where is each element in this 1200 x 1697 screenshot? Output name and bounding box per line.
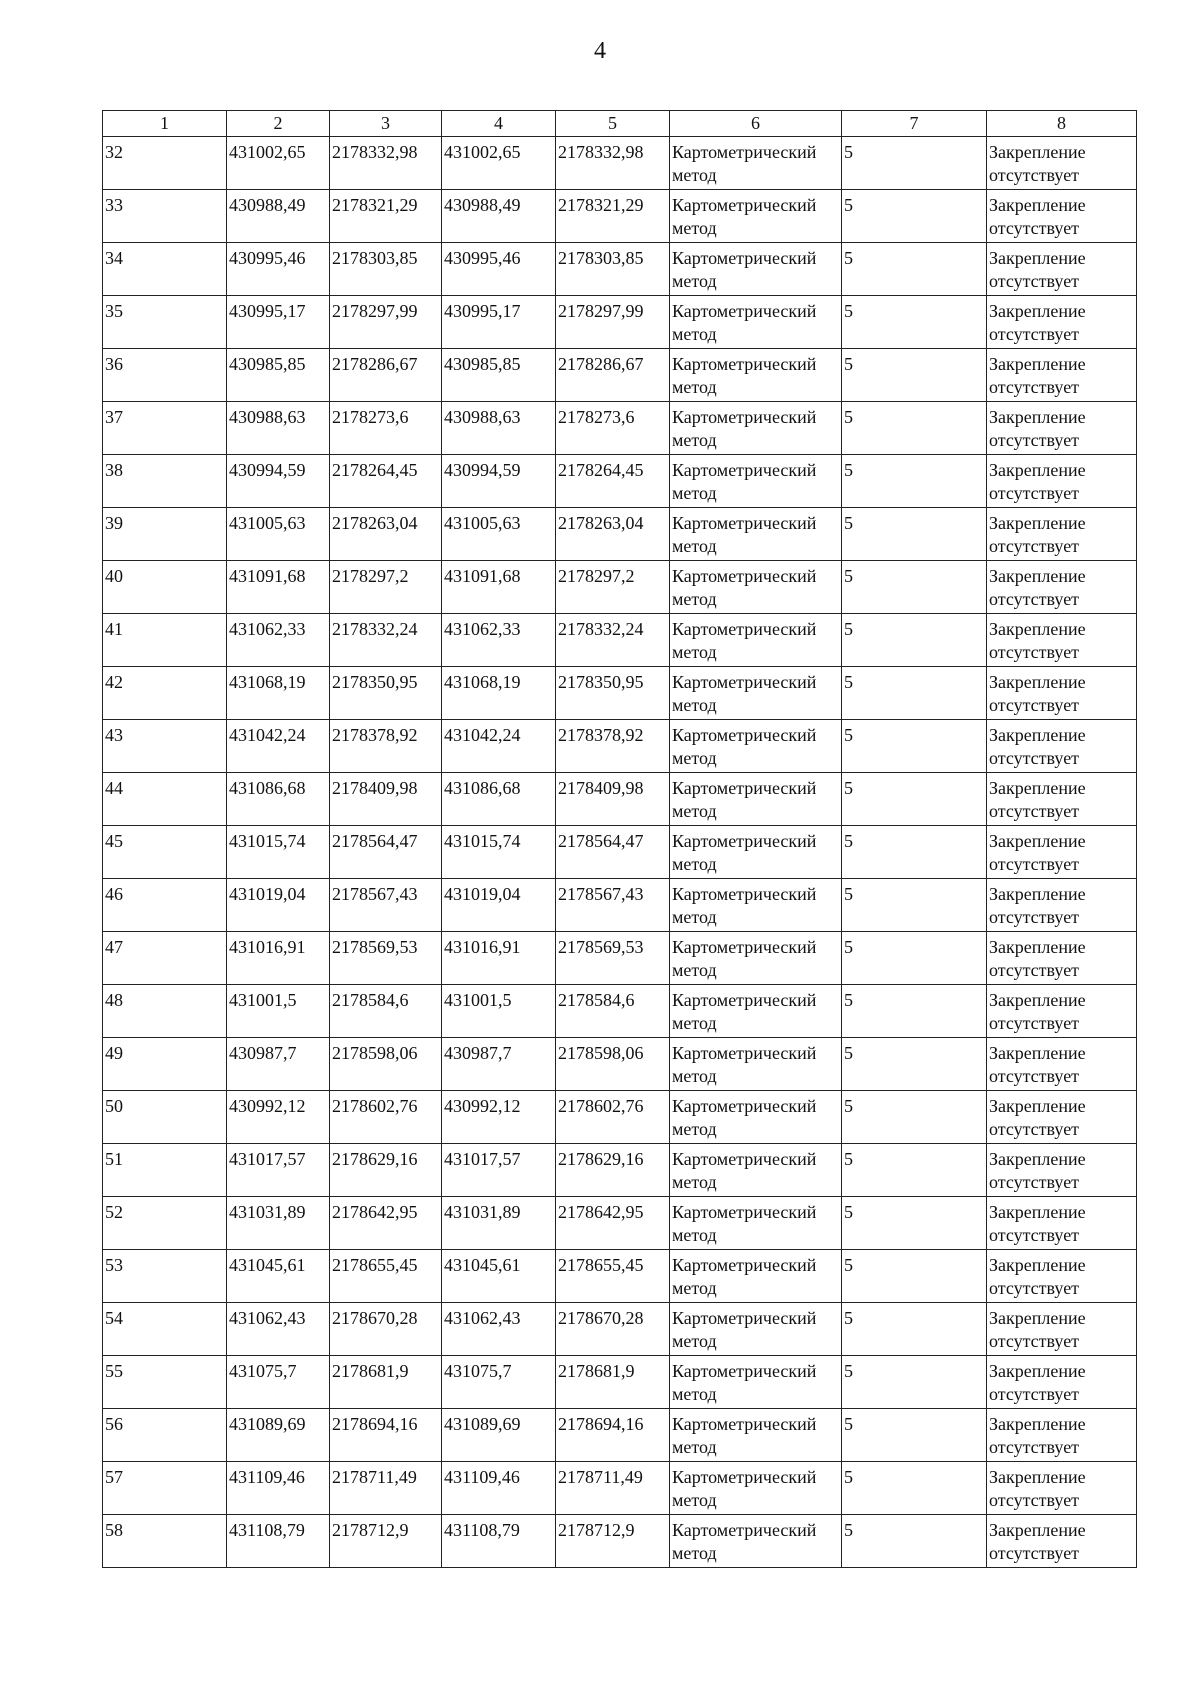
x-new-cell: 430985,85	[442, 349, 556, 402]
x-new-cell: 431089,69	[442, 1409, 556, 1462]
determination-method-cell: Картометрический метод	[670, 720, 842, 773]
y-existing-cell: 2178321,29	[330, 190, 442, 243]
accuracy-cell: 5	[842, 1250, 987, 1303]
x-new-cell: 430992,12	[442, 1091, 556, 1144]
table-row	[103, 932, 1137, 985]
fixing-description-cell: Закрепление отсутствует	[987, 932, 1137, 985]
accuracy-cell: 5	[842, 720, 987, 773]
x-new-cell: 430995,46	[442, 243, 556, 296]
x-existing-cell: 431017,57	[227, 1144, 330, 1197]
point-number-cell: 45	[103, 826, 227, 879]
x-existing-cell: 431002,65	[227, 137, 330, 190]
fixing-description-cell: Закрепление отсутствует	[987, 561, 1137, 614]
y-existing-cell: 2178297,2	[330, 561, 442, 614]
determination-method-cell: Картометрический метод	[670, 243, 842, 296]
column-header: 3	[330, 111, 442, 137]
x-existing-cell: 430988,49	[227, 190, 330, 243]
table-row	[103, 561, 1137, 614]
y-existing-cell: 2178409,98	[330, 773, 442, 826]
x-existing-cell: 431089,69	[227, 1409, 330, 1462]
table-row	[103, 1356, 1137, 1409]
accuracy-cell: 5	[842, 455, 987, 508]
x-new-cell: 431001,5	[442, 985, 556, 1038]
y-existing-cell: 2178694,16	[330, 1409, 442, 1462]
y-new-cell: 2178681,9	[556, 1356, 670, 1409]
determination-method-cell: Картометрический метод	[670, 879, 842, 932]
y-existing-cell: 2178642,95	[330, 1197, 442, 1250]
accuracy-cell: 5	[842, 1091, 987, 1144]
point-number-cell: 54	[103, 1303, 227, 1356]
y-existing-cell: 2178584,6	[330, 985, 442, 1038]
y-new-cell: 2178297,2	[556, 561, 670, 614]
y-new-cell: 2178264,45	[556, 455, 670, 508]
y-new-cell: 2178564,47	[556, 826, 670, 879]
accuracy-cell: 5	[842, 667, 987, 720]
x-existing-cell: 430988,63	[227, 402, 330, 455]
fixing-description-cell: Закрепление отсутствует	[987, 720, 1137, 773]
y-new-cell: 2178286,67	[556, 349, 670, 402]
x-new-cell: 431019,04	[442, 879, 556, 932]
determination-method-cell: Картометрический метод	[670, 349, 842, 402]
x-existing-cell: 431045,61	[227, 1250, 330, 1303]
y-existing-cell: 2178297,99	[330, 296, 442, 349]
table-row	[103, 1409, 1137, 1462]
accuracy-cell: 5	[842, 1409, 987, 1462]
x-existing-cell: 430995,46	[227, 243, 330, 296]
x-new-cell: 431062,43	[442, 1303, 556, 1356]
y-existing-cell: 2178350,95	[330, 667, 442, 720]
y-new-cell: 2178642,95	[556, 1197, 670, 1250]
point-number-cell: 48	[103, 985, 227, 1038]
determination-method-cell: Картометрический метод	[670, 826, 842, 879]
x-new-cell: 431062,33	[442, 614, 556, 667]
fixing-description-cell: Закрепление отсутствует	[987, 1197, 1137, 1250]
fixing-description-cell: Закрепление отсутствует	[987, 667, 1137, 720]
point-number-cell: 42	[103, 667, 227, 720]
x-existing-cell: 430994,59	[227, 455, 330, 508]
y-new-cell: 2178670,28	[556, 1303, 670, 1356]
x-new-cell: 431042,24	[442, 720, 556, 773]
y-new-cell: 2178321,29	[556, 190, 670, 243]
table-row	[103, 667, 1137, 720]
point-number-cell: 33	[103, 190, 227, 243]
point-number-cell: 58	[103, 1515, 227, 1568]
table-row	[103, 826, 1137, 879]
determination-method-cell: Картометрический метод	[670, 1356, 842, 1409]
point-number-cell: 56	[103, 1409, 227, 1462]
y-new-cell: 2178567,43	[556, 879, 670, 932]
x-new-cell: 430988,49	[442, 190, 556, 243]
determination-method-cell: Картометрический метод	[670, 667, 842, 720]
accuracy-cell: 5	[842, 932, 987, 985]
y-new-cell: 2178655,45	[556, 1250, 670, 1303]
y-new-cell: 2178303,85	[556, 243, 670, 296]
fixing-description-cell: Закрепление отсутствует	[987, 826, 1137, 879]
y-new-cell: 2178332,98	[556, 137, 670, 190]
y-existing-cell: 2178629,16	[330, 1144, 442, 1197]
determination-method-cell: Картометрический метод	[670, 190, 842, 243]
accuracy-cell: 5	[842, 1144, 987, 1197]
accuracy-cell: 5	[842, 879, 987, 932]
determination-method-cell: Картометрический метод	[670, 1144, 842, 1197]
y-existing-cell: 2178273,6	[330, 402, 442, 455]
y-existing-cell: 2178711,49	[330, 1462, 442, 1515]
determination-method-cell: Картометрический метод	[670, 1303, 842, 1356]
fixing-description-cell: Закрепление отсутствует	[987, 1462, 1137, 1515]
determination-method-cell: Картометрический метод	[670, 402, 842, 455]
fixing-description-cell: Закрепление отсутствует	[987, 1038, 1137, 1091]
y-existing-cell: 2178303,85	[330, 243, 442, 296]
accuracy-cell: 5	[842, 1197, 987, 1250]
y-new-cell: 2178297,99	[556, 296, 670, 349]
x-new-cell: 431091,68	[442, 561, 556, 614]
y-new-cell: 2178569,53	[556, 932, 670, 985]
point-number-cell: 41	[103, 614, 227, 667]
determination-method-cell: Картометрический метод	[670, 773, 842, 826]
y-new-cell: 2178263,04	[556, 508, 670, 561]
y-existing-cell: 2178332,24	[330, 614, 442, 667]
x-existing-cell: 431062,43	[227, 1303, 330, 1356]
table-row	[103, 985, 1137, 1038]
table-row	[103, 402, 1137, 455]
x-existing-cell: 431015,74	[227, 826, 330, 879]
point-number-cell: 50	[103, 1091, 227, 1144]
x-new-cell: 431015,74	[442, 826, 556, 879]
x-new-cell: 431017,57	[442, 1144, 556, 1197]
table-row	[103, 1091, 1137, 1144]
fixing-description-cell: Закрепление отсутствует	[987, 349, 1137, 402]
x-existing-cell: 431108,79	[227, 1515, 330, 1568]
x-existing-cell: 431075,7	[227, 1356, 330, 1409]
y-new-cell: 2178712,9	[556, 1515, 670, 1568]
accuracy-cell: 5	[842, 773, 987, 826]
column-header: 1	[103, 111, 227, 137]
fixing-description-cell: Закрепление отсутствует	[987, 190, 1137, 243]
point-number-cell: 34	[103, 243, 227, 296]
table-row	[103, 137, 1137, 190]
fixing-description-cell: Закрепление отсутствует	[987, 614, 1137, 667]
fixing-description-cell: Закрепление отсутствует	[987, 455, 1137, 508]
point-number-cell: 53	[103, 1250, 227, 1303]
x-existing-cell: 431109,46	[227, 1462, 330, 1515]
determination-method-cell: Картометрический метод	[670, 1091, 842, 1144]
y-existing-cell: 2178681,9	[330, 1356, 442, 1409]
accuracy-cell: 5	[842, 349, 987, 402]
fixing-description-cell: Закрепление отсутствует	[987, 508, 1137, 561]
y-new-cell: 2178598,06	[556, 1038, 670, 1091]
x-new-cell: 431068,19	[442, 667, 556, 720]
fixing-description-cell: Закрепление отсутствует	[987, 1356, 1137, 1409]
table-row	[103, 1515, 1137, 1568]
point-number-cell: 37	[103, 402, 227, 455]
table-row	[103, 773, 1137, 826]
accuracy-cell: 5	[842, 614, 987, 667]
y-new-cell: 2178694,16	[556, 1409, 670, 1462]
y-existing-cell: 2178567,43	[330, 879, 442, 932]
fixing-description-cell: Закрепление отсутствует	[987, 1144, 1137, 1197]
x-existing-cell: 431019,04	[227, 879, 330, 932]
fixing-description-cell: Закрепление отсутствует	[987, 402, 1137, 455]
table-row	[103, 1462, 1137, 1515]
accuracy-cell: 5	[842, 826, 987, 879]
accuracy-cell: 5	[842, 1356, 987, 1409]
y-new-cell: 2178409,98	[556, 773, 670, 826]
table-header-row	[103, 111, 1137, 137]
y-existing-cell: 2178264,45	[330, 455, 442, 508]
fixing-description-cell: Закрепление отсутствует	[987, 243, 1137, 296]
x-existing-cell: 431086,68	[227, 773, 330, 826]
determination-method-cell: Картометрический метод	[670, 1250, 842, 1303]
table-row	[103, 190, 1137, 243]
table-row	[103, 879, 1137, 932]
table-row	[103, 455, 1137, 508]
x-new-cell: 430988,63	[442, 402, 556, 455]
table-row	[103, 1303, 1137, 1356]
table-row	[103, 720, 1137, 773]
table-row	[103, 508, 1137, 561]
x-new-cell: 431031,89	[442, 1197, 556, 1250]
determination-method-cell: Картометрический метод	[670, 1038, 842, 1091]
x-existing-cell: 430987,7	[227, 1038, 330, 1091]
accuracy-cell: 5	[842, 985, 987, 1038]
y-existing-cell: 2178655,45	[330, 1250, 442, 1303]
determination-method-cell: Картометрический метод	[670, 455, 842, 508]
x-new-cell: 431075,7	[442, 1356, 556, 1409]
determination-method-cell: Картометрический метод	[670, 137, 842, 190]
table-row	[103, 1144, 1137, 1197]
determination-method-cell: Картометрический метод	[670, 1515, 842, 1568]
page-number: 4	[594, 38, 606, 64]
x-new-cell: 431108,79	[442, 1515, 556, 1568]
y-existing-cell: 2178286,67	[330, 349, 442, 402]
fixing-description-cell: Закрепление отсутствует	[987, 1091, 1137, 1144]
table-row	[103, 1250, 1137, 1303]
point-number-cell: 39	[103, 508, 227, 561]
y-existing-cell: 2178332,98	[330, 137, 442, 190]
y-existing-cell: 2178569,53	[330, 932, 442, 985]
point-number-cell: 40	[103, 561, 227, 614]
table-row	[103, 1197, 1137, 1250]
point-number-cell: 57	[103, 1462, 227, 1515]
determination-method-cell: Картометрический метод	[670, 614, 842, 667]
y-new-cell: 2178378,92	[556, 720, 670, 773]
point-number-cell: 51	[103, 1144, 227, 1197]
x-existing-cell: 431091,68	[227, 561, 330, 614]
point-number-cell: 43	[103, 720, 227, 773]
fixing-description-cell: Закрепление отсутствует	[987, 1303, 1137, 1356]
accuracy-cell: 5	[842, 1038, 987, 1091]
y-new-cell: 2178584,6	[556, 985, 670, 1038]
point-number-cell: 35	[103, 296, 227, 349]
accuracy-cell: 5	[842, 190, 987, 243]
x-existing-cell: 431005,63	[227, 508, 330, 561]
point-number-cell: 55	[103, 1356, 227, 1409]
column-header: 4	[442, 111, 556, 137]
x-existing-cell: 431062,33	[227, 614, 330, 667]
y-existing-cell: 2178564,47	[330, 826, 442, 879]
point-number-cell: 32	[103, 137, 227, 190]
x-new-cell: 431005,63	[442, 508, 556, 561]
column-header: 8	[987, 111, 1137, 137]
point-number-cell: 49	[103, 1038, 227, 1091]
accuracy-cell: 5	[842, 402, 987, 455]
y-new-cell: 2178629,16	[556, 1144, 670, 1197]
y-new-cell: 2178332,24	[556, 614, 670, 667]
y-existing-cell: 2178598,06	[330, 1038, 442, 1091]
x-new-cell: 431109,46	[442, 1462, 556, 1515]
fixing-description-cell: Закрепление отсутствует	[987, 1515, 1137, 1568]
accuracy-cell: 5	[842, 137, 987, 190]
coordinates-table	[102, 110, 1137, 1568]
fixing-description-cell: Закрепление отсутствует	[987, 296, 1137, 349]
determination-method-cell: Картометрический метод	[670, 1409, 842, 1462]
determination-method-cell: Картометрический метод	[670, 1197, 842, 1250]
column-header: 5	[556, 111, 670, 137]
point-number-cell: 36	[103, 349, 227, 402]
table-row	[103, 614, 1137, 667]
table-row	[103, 296, 1137, 349]
accuracy-cell: 5	[842, 508, 987, 561]
accuracy-cell: 5	[842, 561, 987, 614]
point-number-cell: 47	[103, 932, 227, 985]
y-existing-cell: 2178670,28	[330, 1303, 442, 1356]
column-header: 2	[227, 111, 330, 137]
x-existing-cell: 431031,89	[227, 1197, 330, 1250]
x-new-cell: 430995,17	[442, 296, 556, 349]
y-new-cell: 2178602,76	[556, 1091, 670, 1144]
y-new-cell: 2178273,6	[556, 402, 670, 455]
y-existing-cell: 2178263,04	[330, 508, 442, 561]
x-new-cell: 431086,68	[442, 773, 556, 826]
determination-method-cell: Картометрический метод	[670, 296, 842, 349]
y-existing-cell: 2178712,9	[330, 1515, 442, 1568]
point-number-cell: 38	[103, 455, 227, 508]
point-number-cell: 52	[103, 1197, 227, 1250]
determination-method-cell: Картометрический метод	[670, 561, 842, 614]
fixing-description-cell: Закрепление отсутствует	[987, 985, 1137, 1038]
table-body	[103, 137, 1137, 1568]
accuracy-cell: 5	[842, 296, 987, 349]
x-existing-cell: 430995,17	[227, 296, 330, 349]
y-existing-cell: 2178602,76	[330, 1091, 442, 1144]
fixing-description-cell: Закрепление отсутствует	[987, 1409, 1137, 1462]
x-existing-cell: 431068,19	[227, 667, 330, 720]
x-new-cell: 430987,7	[442, 1038, 556, 1091]
column-header: 7	[842, 111, 987, 137]
determination-method-cell: Картометрический метод	[670, 985, 842, 1038]
accuracy-cell: 5	[842, 1515, 987, 1568]
table-row	[103, 1038, 1137, 1091]
fixing-description-cell: Закрепление отсутствует	[987, 879, 1137, 932]
accuracy-cell: 5	[842, 243, 987, 296]
determination-method-cell: Картометрический метод	[670, 932, 842, 985]
fixing-description-cell: Закрепление отсутствует	[987, 137, 1137, 190]
x-existing-cell: 430992,12	[227, 1091, 330, 1144]
y-new-cell: 2178711,49	[556, 1462, 670, 1515]
x-existing-cell: 431042,24	[227, 720, 330, 773]
x-new-cell: 430994,59	[442, 455, 556, 508]
point-number-cell: 44	[103, 773, 227, 826]
accuracy-cell: 5	[842, 1303, 987, 1356]
x-existing-cell: 430985,85	[227, 349, 330, 402]
x-new-cell: 431016,91	[442, 932, 556, 985]
x-new-cell: 431045,61	[442, 1250, 556, 1303]
y-new-cell: 2178350,95	[556, 667, 670, 720]
determination-method-cell: Картометрический метод	[670, 508, 842, 561]
table-row	[103, 349, 1137, 402]
column-header: 6	[670, 111, 842, 137]
fixing-description-cell: Закрепление отсутствует	[987, 1250, 1137, 1303]
fixing-description-cell: Закрепление отсутствует	[987, 773, 1137, 826]
x-existing-cell: 431016,91	[227, 932, 330, 985]
accuracy-cell: 5	[842, 1462, 987, 1515]
point-number-cell: 46	[103, 879, 227, 932]
determination-method-cell: Картометрический метод	[670, 1462, 842, 1515]
y-existing-cell: 2178378,92	[330, 720, 442, 773]
x-existing-cell: 431001,5	[227, 985, 330, 1038]
table-row	[103, 243, 1137, 296]
x-new-cell: 431002,65	[442, 137, 556, 190]
